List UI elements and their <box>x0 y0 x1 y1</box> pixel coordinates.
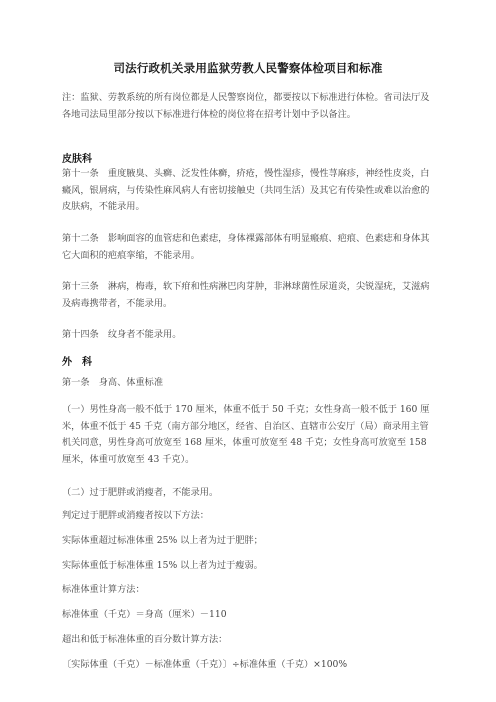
article-text: 第十二条 影响面容的血管痣和色素痣，身体裸露部体有明显瘢痕、疤痕、色素痣和身体其它大面积的疤痕挛缩，不能录用。 <box>62 233 430 261</box>
surgery-article-1 <box>62 375 436 392</box>
surgery-obese-rule <box>62 533 436 550</box>
surgery-standard-formula <box>62 607 436 624</box>
article-text: 实际体重低于标准体重 15% 以上者为过于瘦弱。 <box>62 560 263 571</box>
section-heading-surgery: 外 科 <box>62 357 92 368</box>
surgery-overweight <box>62 485 436 502</box>
article-text: 第十三条 淋病，梅毒，软下疳和性病淋巴肉芽肿，非淋球菌性尿道炎，尖锐湿疣，艾滋病及病毒携带者，不能录用。 <box>62 281 430 309</box>
dermatology-article-11 <box>62 166 436 216</box>
article-text: （一）男性身高一般不低于 170 厘米，体重不低于 50 千克；女性身高一般不低于 160 厘米，体重不低于 45 千克（南方部分地区，经省、自治区、直辖市公安厅（局）商录用主管机关同意，男性身高可放宽至 168 厘米，体重可放宽至 48 千克；女性身高可放宽至 158 厘米，体重可放宽至 43 千克）。 <box>62 404 430 465</box>
note-text: 注：监狱、劳教系统的所有岗位都是人民警察岗位，都要按以下标准进行体检。省司法厅及各地司法局里部分按以下标准进行体检的岗位将在招考计划中予以备注。 <box>62 92 430 120</box>
article-text: 〔实际体重（千克）－标准体重（千克）〕÷标准体重（千克）×100% <box>62 659 348 670</box>
surgery-thin-rule <box>62 558 436 575</box>
article-text: 第十四条 纹身者不能录用。 <box>62 329 182 340</box>
dermatology-article-12 <box>62 231 436 264</box>
article-text: 标准体重（千克）＝身高（厘米）－110 <box>62 609 227 620</box>
section-heading-dermatology: 皮肤科 <box>62 154 92 165</box>
surgery-percent-formula <box>62 657 436 674</box>
article-text: 判定过于肥胖或消瘦者按以下方法： <box>62 510 209 521</box>
article-text: 实际体重超过标准体重 25% 以上者为过于肥胖； <box>62 535 263 546</box>
surgery-judgement <box>62 508 436 525</box>
document-title: 司法行政机关录用监狱劳教人民警察体检项目和标准 <box>113 61 383 75</box>
document-note <box>62 90 436 123</box>
article-text: （二）过于肥胖或消瘦者，不能录用。 <box>62 487 219 498</box>
surgery-height-weight <box>62 402 436 468</box>
article-text: 标准体重计算方法： <box>62 584 145 595</box>
article-text: 超出和低于标准体重的百分数计算方法： <box>62 634 228 645</box>
surgery-standard-method <box>62 582 436 599</box>
dermatology-article-14 <box>62 327 436 344</box>
surgery-percent-method <box>62 632 436 649</box>
article-text: 第十一条 重度腋臭、头癣、泛发性体癣，疥疮，慢性湿疹，慢性荨麻疹，神经性皮炎，白癜风，银屑病，与传染性麻风病人有密切接触史（共同生活）及其它有传染性或难以治愈的皮肤病，不能录用。 <box>62 168 430 212</box>
dermatology-article-13 <box>62 279 436 312</box>
article-text: 第一条 身高、体重标准 <box>62 377 164 388</box>
